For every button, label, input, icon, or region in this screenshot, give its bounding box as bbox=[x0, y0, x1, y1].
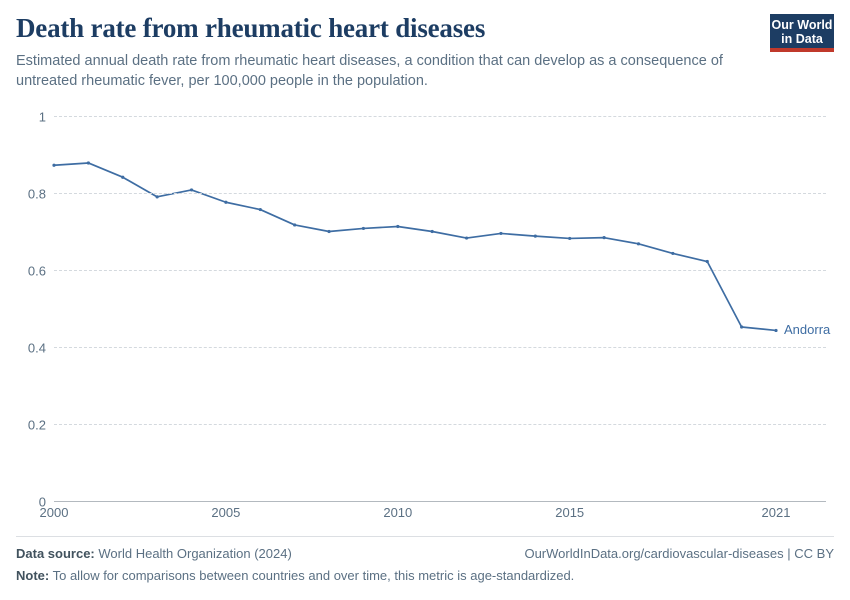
series-label-andorra[interactable]: Andorra bbox=[784, 322, 831, 338]
chart-footer bbox=[16, 536, 834, 586]
y-axis-tick-label: 0.2 bbox=[27, 417, 46, 433]
x-axis-tick-label: 2015 bbox=[555, 504, 585, 520]
owid-url-link[interactable]: OurWorldInData.org/cardiovascular-diseases bbox=[524, 545, 784, 561]
y-axis-tick-label: 0.8 bbox=[27, 186, 46, 202]
series-path bbox=[54, 163, 776, 330]
chart-plot-area bbox=[16, 106, 834, 531]
series-point bbox=[568, 237, 571, 240]
data-source-value: World Health Organization (2024) bbox=[98, 545, 292, 561]
y-axis-tick-label: 0.6 bbox=[27, 263, 46, 279]
chart-subtitle: Estimated annual death rate from rheumatic heart diseases, a condition that can develop as a consequence of untreated rheumatic fever, per 100,000 people in the population. bbox=[16, 52, 723, 90]
series-point bbox=[603, 236, 606, 239]
y-axis-tick-label: 1 bbox=[38, 109, 46, 125]
page-title: Death rate from rheumatic heart diseases bbox=[16, 13, 486, 43]
gridline bbox=[38, 109, 826, 125]
series-point bbox=[224, 200, 227, 203]
series-point bbox=[121, 175, 124, 178]
owid-logo[interactable] bbox=[770, 14, 834, 52]
owid-logo-line2: in Data bbox=[781, 32, 823, 46]
x-axis-tick-label: 2005 bbox=[211, 504, 241, 520]
data-source bbox=[16, 544, 292, 564]
gridline bbox=[27, 263, 826, 279]
chart-note-label: Note: bbox=[16, 567, 50, 583]
footer-separator: | bbox=[787, 545, 791, 561]
series-point bbox=[362, 227, 365, 230]
owid-logo-line1: Our World bbox=[771, 18, 833, 32]
x-axis-tick-label: 2021 bbox=[761, 504, 791, 520]
x-axis-tick-label: 2010 bbox=[383, 504, 413, 520]
series-point bbox=[190, 188, 193, 191]
footer-divider bbox=[16, 536, 834, 537]
chart-header bbox=[16, 14, 834, 92]
series-point bbox=[465, 236, 468, 239]
series-point bbox=[774, 329, 777, 332]
series-line-andorra bbox=[54, 116, 834, 501]
series-point bbox=[740, 325, 743, 328]
gridline bbox=[38, 494, 826, 510]
series-point bbox=[706, 260, 709, 263]
gridline bbox=[27, 417, 826, 433]
chart-note-value: To allow for comparisons between countries and over time, this metric is age-standardized. bbox=[52, 567, 575, 583]
gridline bbox=[27, 186, 826, 202]
series-point bbox=[87, 161, 90, 164]
series-point bbox=[534, 234, 537, 237]
y-axis-tick-label: 0 bbox=[38, 494, 46, 510]
series-point bbox=[637, 242, 640, 245]
footer-row-source bbox=[16, 544, 834, 564]
series-point bbox=[52, 164, 55, 167]
series-point bbox=[671, 252, 674, 255]
data-source-label: Data source: bbox=[16, 545, 95, 561]
x-axis bbox=[39, 503, 834, 531]
gridline bbox=[27, 340, 826, 356]
series-point bbox=[293, 223, 296, 226]
y-axis-tick-label: 0.4 bbox=[27, 340, 46, 356]
footer-attribution bbox=[524, 544, 834, 564]
series-point bbox=[431, 230, 434, 233]
license-link[interactable]: CC BY bbox=[794, 545, 834, 561]
series-point bbox=[499, 232, 502, 235]
series-point bbox=[396, 225, 399, 228]
series-point bbox=[259, 208, 262, 211]
series-point bbox=[327, 230, 330, 233]
footer-row-note bbox=[16, 566, 834, 586]
x-axis-tick-label: 2000 bbox=[39, 504, 69, 520]
series-point bbox=[156, 195, 159, 198]
chart-canvas bbox=[27, 109, 834, 510]
chart-note bbox=[16, 566, 574, 586]
